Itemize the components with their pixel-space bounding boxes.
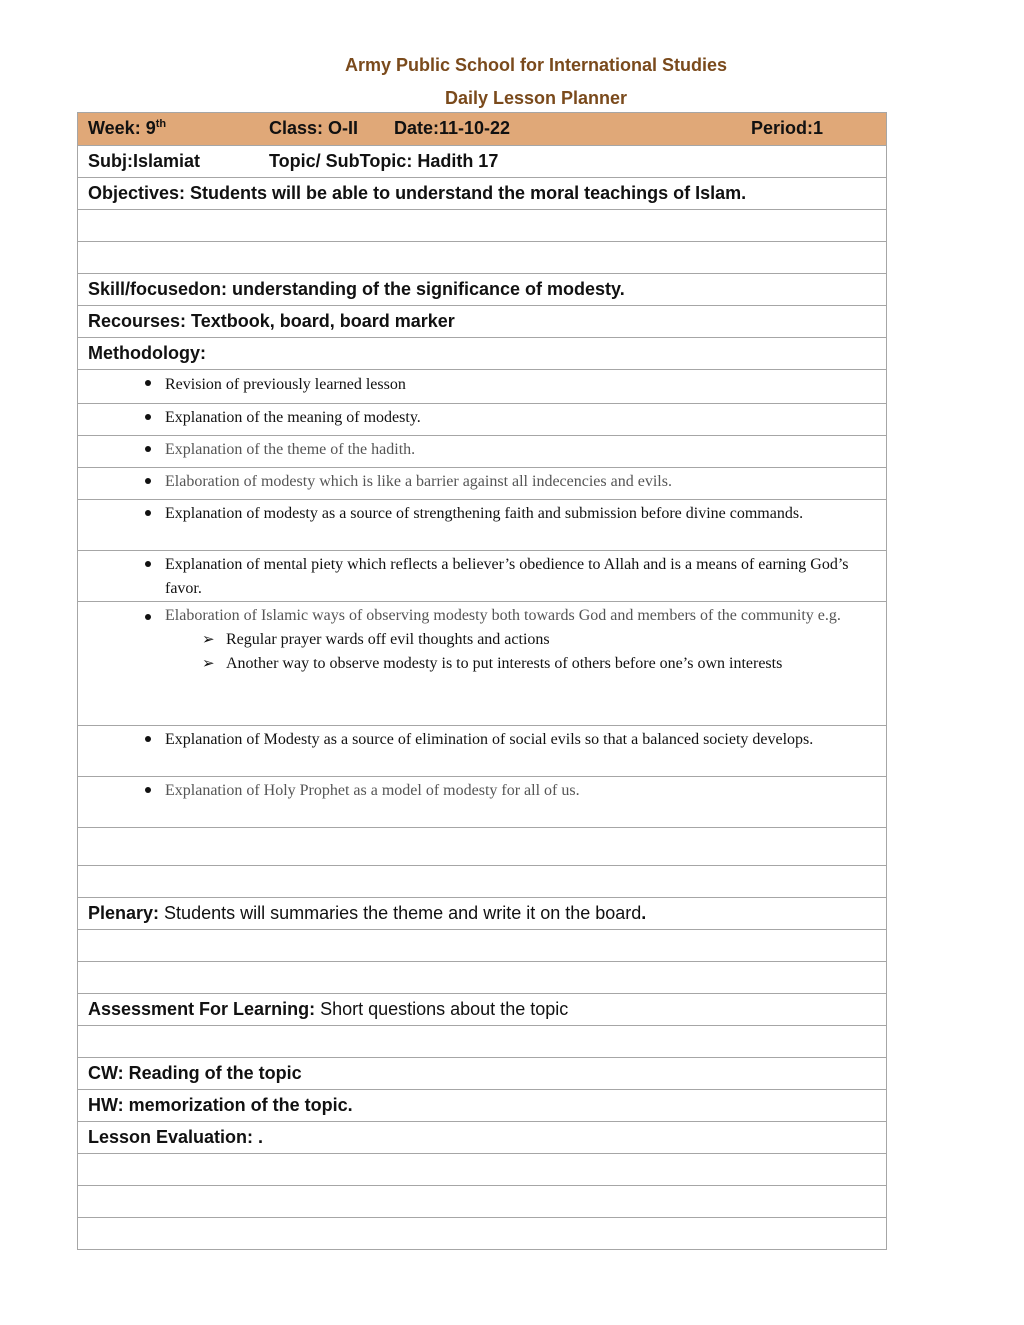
plenary: Plenary: Students will summaries the theme and write it on the board. (78, 898, 887, 930)
class-label: Class: O-II (269, 118, 359, 138)
methodology-item: Explanation of Holy Prophet as a model of modesty for all of us. (78, 777, 887, 828)
homework: HW: memorization of the topic. (78, 1090, 887, 1122)
objectives: Objectives: Students will be able to understand the moral teachings of Islam. (78, 178, 887, 210)
methodology-item: Explanation of the meaning of modesty. (78, 404, 887, 436)
week-label: Week: 9th (88, 118, 167, 138)
assessment: Assessment For Learning: Short questions about the topic (78, 994, 887, 1026)
methodology-item: Elaboration of modesty which is like a barrier against all indecencies and evils. (78, 468, 887, 500)
subject-label: Subj:Islamiat (88, 151, 201, 171)
methodology-item: Explanation of modesty as a source of strengthening faith and submission before divine commands. (78, 500, 887, 551)
lesson-evaluation: Lesson Evaluation: . (78, 1122, 887, 1154)
methodology-item: Explanation of the theme of the hadith. (78, 436, 887, 468)
methodology-item: Revision of previously learned lesson (78, 370, 887, 404)
methodology-subitem: ➢ Regular prayer wards off evil thoughts and actions (78, 628, 886, 652)
resources: Recourses: Textbook, board, board marker (78, 306, 887, 338)
period-label: Period:1 (751, 118, 824, 138)
info-row (78, 113, 887, 146)
school-name: Army Public School for International Studies (344, 55, 728, 75)
skill-focus: Skill/focusedon: understanding of the significance of modesty. (78, 274, 887, 306)
methodology-item: Explanation of Modesty as a source of elimination of social evils so that a balanced society develops. (78, 726, 887, 777)
topic-label: Topic/ SubTopic: Hadith 17 (269, 151, 499, 171)
methodology-item: Explanation of mental piety which reflects a believer’s obedience to Allah and is a means of earning God’s favor. (78, 551, 887, 602)
lesson-plan-table (77, 112, 887, 1250)
planner-title: Daily Lesson Planner (444, 88, 628, 108)
classwork: CW: Reading of the topic (78, 1058, 887, 1090)
date-label: Date:11-10-22 (394, 118, 511, 138)
methodology-item: Elaboration of Islamic ways of observing modesty both towards God and members of the community e.g. (78, 604, 886, 628)
methodology-subitem: ➢ Another way to observe modesty is to put interests of others before one’s own interests (78, 652, 886, 676)
methodology-label: Methodology: (78, 338, 887, 370)
